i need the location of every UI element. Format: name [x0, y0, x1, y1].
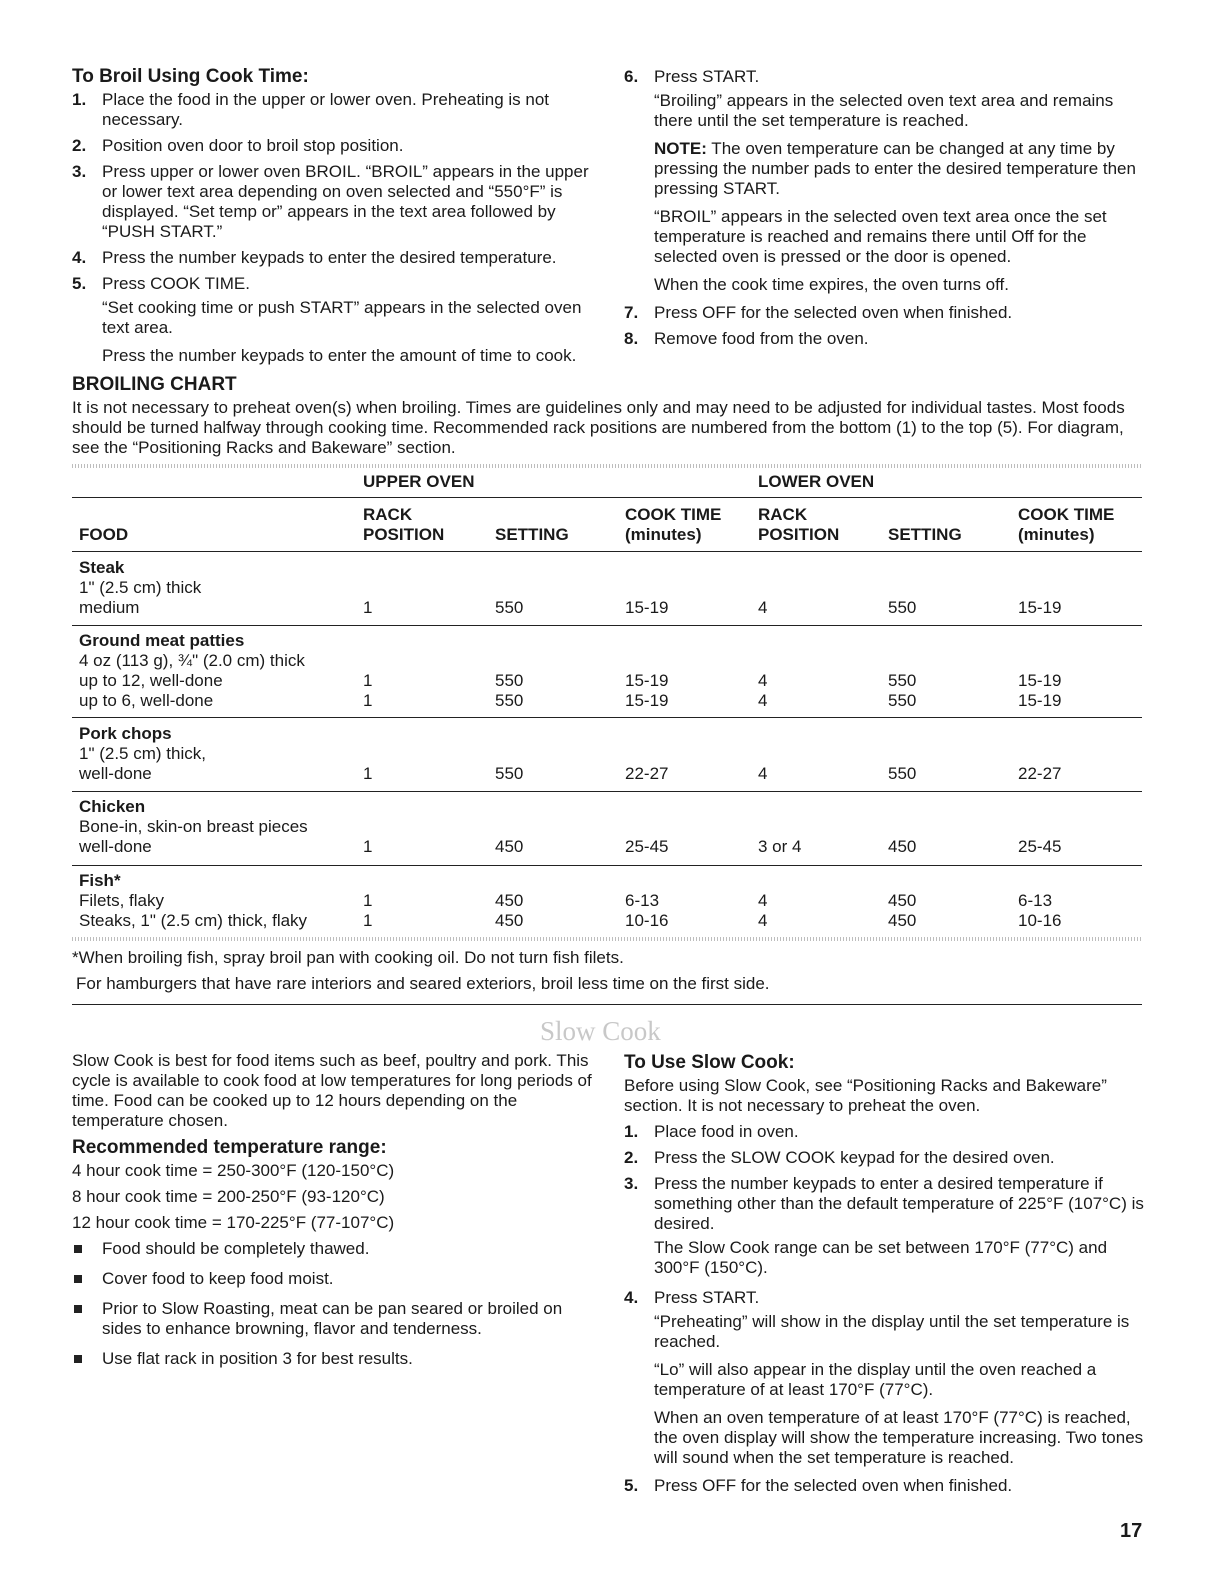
- header-bottom-divider: [72, 551, 1142, 552]
- cell-food: Steaks, 1" (2.5 cm) thick, flaky: [79, 911, 308, 930]
- cell-upper-cooktime: 10-16: [625, 911, 669, 930]
- list-item: [72, 1299, 592, 1339]
- range-line: 12 hour cook time = 170-225°F (77-107°C): [72, 1213, 395, 1232]
- cell-lower-setting: 550: [888, 691, 917, 710]
- cell-lower-rack: 3 or 4: [758, 837, 802, 856]
- broil-steps-list-end: [624, 303, 1144, 349]
- list-item: [624, 1476, 1144, 1496]
- cell-lower-setting: 550: [888, 598, 917, 617]
- step-number: 5.: [624, 1476, 639, 1495]
- step-detail: The Slow Cook range can be set between 170°F (77°C) and 300°F (150°C).: [654, 1238, 1108, 1277]
- list-item: [72, 274, 592, 294]
- cell-upper-cooktime: 15-19: [625, 671, 669, 690]
- cell-upper-rack: 1: [363, 671, 373, 690]
- page-number: 17: [1120, 1520, 1143, 1542]
- cell-lower-cooktime: 25-45: [1018, 837, 1062, 856]
- food-group-desc: 4 oz (113 g), ¾" (2.0 cm) thick: [79, 651, 305, 670]
- cell-upper-setting: 550: [495, 764, 524, 783]
- bullet-text: Cover food to keep food moist.: [102, 1269, 334, 1288]
- step-text: Press OFF for the selected oven when finished.: [654, 303, 1013, 322]
- cell-lower-rack: 4: [758, 764, 768, 783]
- step-detail: “Broiling” appears in the selected oven text area and remains there until the set temperature is reached.: [654, 91, 1114, 130]
- cell-lower-setting: 450: [888, 911, 917, 930]
- step-text: Press OFF for the selected oven when finished.: [654, 1476, 1013, 1495]
- broil-cook-time-continued: [624, 67, 1144, 355]
- step-detail: When an oven temperature of at least 170°F (77°C) is reached, the oven display will show the temperature increasing. Two tones will sound when the set temperature is reached.: [654, 1408, 1144, 1467]
- list-item: [72, 136, 592, 156]
- cell-upper-setting: 450: [495, 911, 524, 930]
- step-detail: “Set cooking time or push START” appears in the selected oven text area.: [102, 298, 582, 337]
- broil-steps-list: [72, 90, 592, 294]
- cell-lower-setting: 550: [888, 764, 917, 783]
- step-detail: “Lo” will also appear in the display until the oven reached a temperature of at least 170°F (77°C).: [654, 1360, 1097, 1399]
- lower-oven-header: LOWER OVEN: [758, 472, 875, 491]
- food-group-name: Ground meat patties: [79, 631, 245, 650]
- cell-lower-rack: 4: [758, 891, 768, 910]
- header-line: RACK: [363, 505, 413, 524]
- col-lower-rack-header: [758, 505, 839, 545]
- cell-lower-cooktime: 15-19: [1018, 671, 1062, 690]
- slow-cook-steps-continued: [624, 1288, 1144, 1308]
- list-item: [624, 1148, 1144, 1168]
- header-divider: [72, 497, 1142, 498]
- list-item: [624, 1288, 1144, 1308]
- food-group-desc: Bone-in, skin-on breast pieces: [79, 817, 308, 836]
- col-upper-rack-header: [363, 505, 444, 545]
- step-text: Press the number keypads to enter a desired temperature if something other than the default temperature of 225°F (107°C) is desired.: [654, 1174, 1144, 1233]
- food-group-name: Chicken: [79, 797, 146, 816]
- step-text: Press START.: [654, 1288, 760, 1307]
- header-line: POSITION: [363, 525, 445, 544]
- food-group-name: Fish*: [79, 871, 121, 890]
- slow-cook-tips: [72, 1239, 592, 1369]
- list-item: [624, 1174, 1144, 1234]
- cell-upper-setting: 550: [495, 598, 524, 617]
- list-item: [72, 1239, 592, 1259]
- bullet-icon: [74, 1245, 82, 1253]
- header-line: (minutes): [1018, 525, 1095, 544]
- col-food-header: FOOD: [79, 525, 129, 544]
- step-text: Place the food in the upper or lower oven. Preheating is not necessary.: [102, 90, 550, 129]
- col-upper-setting-header: SETTING: [495, 525, 569, 544]
- food-group-desc: 1" (2.5 cm) thick: [79, 578, 202, 597]
- broil-steps-list-continued: [624, 67, 1144, 87]
- range-line: 8 hour cook time = 200-250°F (93-120°C): [72, 1187, 385, 1206]
- cell-lower-setting: 450: [888, 837, 917, 856]
- row-divider: [72, 865, 1142, 866]
- header-line: RACK: [758, 505, 808, 524]
- step-detail: When the cook time expires, the oven turns off.: [654, 275, 1009, 294]
- list-item: [624, 67, 1144, 87]
- row-divider: [72, 791, 1142, 792]
- cell-food: up to 12, well-done: [79, 671, 223, 690]
- row-divider: [72, 717, 1142, 718]
- list-item: [72, 1349, 592, 1369]
- step-number: 8.: [624, 329, 639, 348]
- step-number: 4.: [72, 248, 87, 267]
- note-text: The oven temperature can be changed at any time by pressing the number pads to enter the desired temperature then pressing START.: [654, 139, 1136, 198]
- bullet-icon: [74, 1305, 82, 1313]
- step-detail: “Preheating” will show in the display until the set temperature is reached.: [654, 1312, 1130, 1351]
- cell-lower-setting: 550: [888, 671, 917, 690]
- step-text: Place food in oven.: [654, 1122, 799, 1141]
- cell-upper-setting: 550: [495, 671, 524, 690]
- cell-lower-rack: 4: [758, 671, 768, 690]
- cell-food: medium: [79, 598, 140, 617]
- slow-cook-intro: Slow Cook is best for food items such as beef, poultry and pork. This cycle is available to cook food at low temperatures for long periods of time. Food can be cooked up to 12 hours depending on the temperature chosen.: [72, 1051, 592, 1130]
- cell-lower-setting: 450: [888, 891, 917, 910]
- step-number: 4.: [624, 1288, 639, 1307]
- cell-upper-setting: 450: [495, 837, 524, 856]
- cell-lower-cooktime: 22-27: [1018, 764, 1062, 783]
- step-number: 3.: [72, 162, 87, 181]
- step-text: Press upper or lower oven BROIL. “BROIL” appears in the upper or lower text area depending on oven selected and “550°F” is displayed. “Set temp or” appears in the text area followed by “PUSH START.”: [102, 162, 589, 241]
- step-text: Press the number keypads to enter the desired temperature.: [102, 248, 557, 267]
- step-number: 5.: [72, 274, 87, 293]
- cell-upper-cooktime: 25-45: [625, 837, 669, 856]
- list-item: [72, 248, 592, 268]
- bullet-icon: [74, 1275, 82, 1283]
- cell-lower-rack: 4: [758, 911, 768, 930]
- food-group-desc: 1" (2.5 cm) thick,: [79, 744, 206, 763]
- cell-upper-setting: 450: [495, 891, 524, 910]
- cell-food: well-done: [79, 837, 152, 856]
- cell-upper-cooktime: 6-13: [625, 891, 660, 910]
- step-detail: Press the number keypads to enter the amount of time to cook.: [102, 346, 577, 365]
- step-number: 2.: [72, 136, 87, 155]
- cell-upper-rack: 1: [363, 837, 373, 856]
- cell-upper-rack: 1: [363, 764, 373, 783]
- step-number: 3.: [624, 1174, 639, 1193]
- bullet-icon: [74, 1355, 82, 1363]
- broil-cook-time-section: [72, 66, 592, 374]
- cell-lower-cooktime: 10-16: [1018, 911, 1062, 930]
- bullet-text: Prior to Slow Roasting, meat can be pan seared or broiled on sides to enhance browning, flavor and tenderness.: [102, 1299, 563, 1338]
- cell-upper-rack: 1: [363, 891, 373, 910]
- cell-upper-setting: 550: [495, 691, 524, 710]
- step-number: 2.: [624, 1148, 639, 1167]
- list-item: [72, 1269, 592, 1289]
- cell-upper-rack: 1: [363, 598, 373, 617]
- list-item: [624, 1122, 1144, 1142]
- cell-food: up to 6, well-done: [79, 691, 214, 710]
- header-line: COOK TIME: [625, 505, 722, 524]
- col-lower-cooktime-header: [1018, 505, 1114, 545]
- slow-cook-steps: [624, 1122, 1144, 1234]
- header-line: POSITION: [758, 525, 840, 544]
- upper-oven-header: UPPER OVEN: [363, 472, 475, 491]
- bullet-text: Use flat rack in position 3 for best results.: [102, 1349, 413, 1368]
- col-upper-cooktime-header: [625, 505, 721, 545]
- use-slow-cook-intro: Before using Slow Cook, see “Positioning Racks and Bakeware” section. It is not necessary to preheat the oven.: [624, 1076, 1107, 1115]
- step-number: 7.: [624, 303, 639, 322]
- slow-cook-left-column: [72, 1051, 592, 1379]
- bullet-text: Food should be completely thawed.: [102, 1239, 370, 1258]
- footnote: *When broiling fish, spray broil pan with cooking oil. Do not turn fish filets.: [72, 948, 624, 967]
- food-group-name: Steak: [79, 558, 125, 577]
- food-group-name: Pork chops: [79, 724, 172, 743]
- table-bottom-border: [72, 937, 1142, 941]
- footnote: For hamburgers that have rare interiors and seared exteriors, broil less time on the first side.: [76, 974, 770, 993]
- use-slow-cook-heading: To Use Slow Cook:: [624, 1052, 795, 1073]
- cell-lower-rack: 4: [758, 598, 768, 617]
- slow-cook-steps-end: [624, 1476, 1144, 1496]
- cell-upper-cooktime: 15-19: [625, 598, 669, 617]
- list-item: [72, 162, 592, 242]
- col-lower-setting-header: SETTING: [888, 525, 962, 544]
- cell-upper-cooktime: 22-27: [625, 764, 669, 783]
- cell-lower-rack: 4: [758, 691, 768, 710]
- note-label: NOTE:: [654, 139, 707, 158]
- step-detail: “BROIL” appears in the selected oven text area once the set temperature is reached and remains there until Off for the selected oven is pressed or the door is opened.: [654, 207, 1107, 266]
- step-text: Press COOK TIME.: [102, 274, 250, 293]
- slow-cook-right-column: [624, 1052, 1144, 1502]
- step-text: Press the SLOW COOK keypad for the desired oven.: [654, 1148, 1055, 1167]
- cell-upper-cooktime: 15-19: [625, 691, 669, 710]
- step-number: 1.: [72, 90, 87, 109]
- cell-upper-rack: 1: [363, 691, 373, 710]
- step-text: Remove food from the oven.: [654, 329, 869, 348]
- step-number: 1.: [624, 1122, 639, 1141]
- row-divider: [72, 625, 1142, 626]
- cell-food: well-done: [79, 764, 152, 783]
- cell-lower-cooktime: 15-19: [1018, 598, 1062, 617]
- section-heading: To Broil Using Cook Time:: [72, 66, 309, 87]
- header-line: COOK TIME: [1018, 505, 1115, 524]
- note: [624, 139, 1144, 199]
- cell-upper-rack: 1: [363, 911, 373, 930]
- range-line: 4 hour cook time = 250-300°F (120-150°C): [72, 1161, 395, 1180]
- range-heading: Recommended temperature range:: [72, 1137, 387, 1158]
- step-number: 6.: [624, 67, 639, 86]
- step-text: Press START.: [654, 67, 760, 86]
- list-item: [624, 329, 1144, 349]
- step-text: Position oven door to broil stop position.: [102, 136, 404, 155]
- slow-cook-title: Slow Cook: [540, 1016, 661, 1046]
- list-item: [624, 303, 1144, 323]
- table-top-border: [72, 464, 1142, 468]
- broiling-chart-title: BROILING CHART: [72, 374, 237, 395]
- section-divider: [72, 1004, 1142, 1005]
- broiling-chart-intro: It is not necessary to preheat oven(s) when broiling. Times are guidelines only and may need to be adjusted for individual tastes. Most foods should be turned halfway through cooking time. Recommended rack positions are numbered from the bottom (1) to the top (5). For diagram, see the “Positioning Racks and Bakeware” section.: [72, 398, 1125, 457]
- cell-lower-cooktime: 15-19: [1018, 691, 1062, 710]
- list-item: [72, 90, 592, 130]
- cell-lower-cooktime: 6-13: [1018, 891, 1053, 910]
- cell-food: Filets, flaky: [79, 891, 165, 910]
- header-line: (minutes): [625, 525, 702, 544]
